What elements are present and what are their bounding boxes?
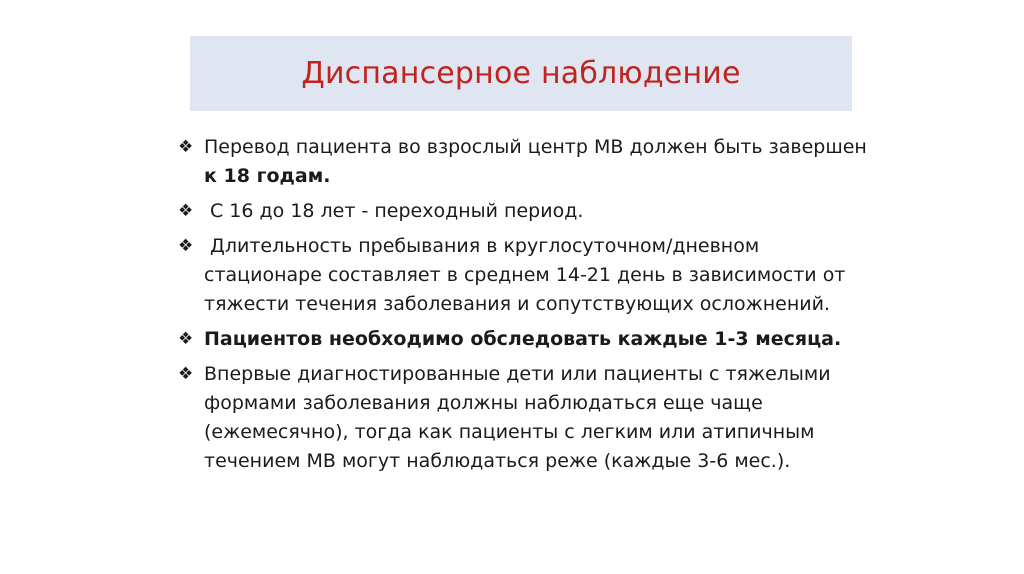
item-text: С 16 до 18 лет - переходный период. <box>210 200 584 222</box>
list-item <box>178 360 878 476</box>
list-item <box>178 232 878 319</box>
list-item <box>178 325 878 354</box>
diamond-bullet-icon: ❖ <box>178 201 194 221</box>
diamond-bullet-icon: ❖ <box>178 137 194 157</box>
slide-title: Диспансерное наблюдение <box>301 56 741 91</box>
item-text-bold: к 18 годам. <box>204 165 331 187</box>
list-item <box>178 197 878 226</box>
item-text: Перевод пациента во взрослый центр МВ должен быть завершен <box>204 136 867 158</box>
item-text: Впервые диагностированные дети или пациенты с тяжелыми формами заболевания должны наблюдаться еще чаще (ежемесячно), тогда как пациенты с легким или атипичным течением МВ могут наблюдаться реже (каждые 3-6 мес.). <box>204 363 831 472</box>
diamond-bullet-icon: ❖ <box>178 364 194 384</box>
item-text-bold: Пациентов необходимо обследовать каждые 1-3 месяца. <box>204 328 842 350</box>
item-text: Длительность пребывания в круглосуточном/дневном стационаре составляет в среднем 14-21 день в зависимости от тяжести течения заболевания и сопутствующих осложнений. <box>204 235 846 315</box>
diamond-bullet-icon: ❖ <box>178 236 194 256</box>
title-banner <box>190 36 852 111</box>
bullet-list <box>178 133 878 482</box>
diamond-bullet-icon: ❖ <box>178 329 194 349</box>
list-item <box>178 133 878 191</box>
